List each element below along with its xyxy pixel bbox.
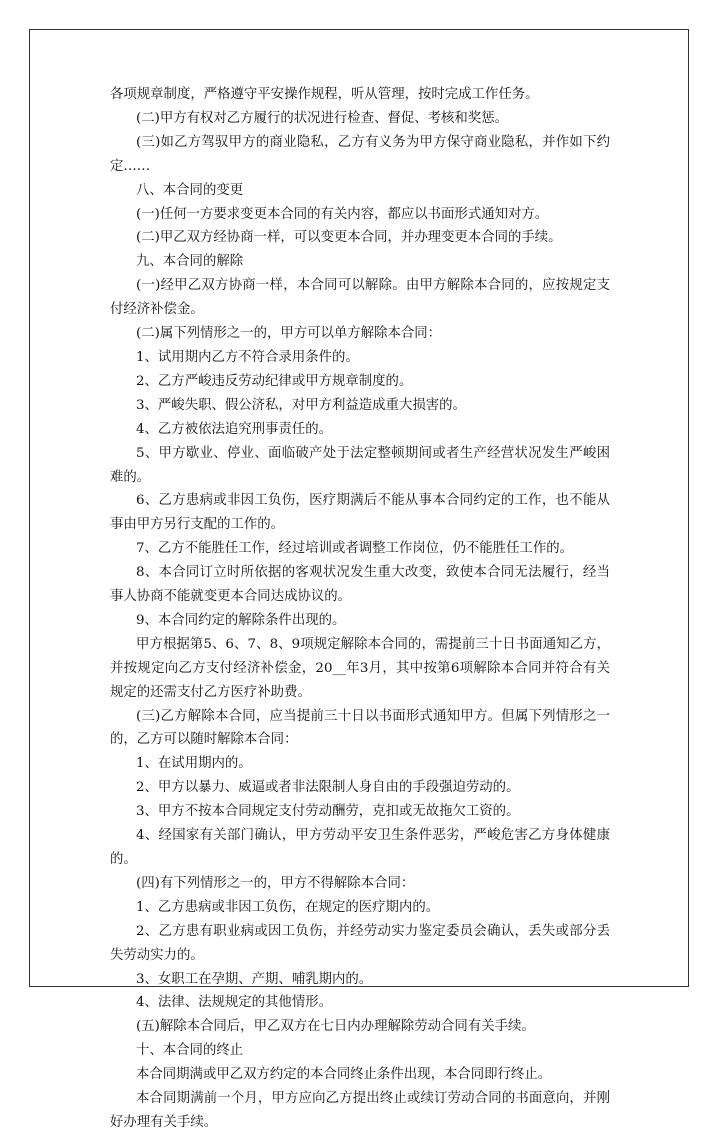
paragraph: 3、严峻失职、假公济私，对甲方利益造成重大损害的。 [136, 397, 466, 413]
paragraph: 各项规章制度，严格遵守平安操作规程，听从管理，按时完成工作任务。 [110, 87, 539, 102]
paragraph: 1、乙方患病或非因工负伤，在规定的医疗期内的。 [136, 899, 440, 915]
paragraph: (一)经甲乙双方协商一样，本合同可以解除。由甲方解除本合同的，应按规定支付经济补偿金。 [110, 278, 610, 318]
paragraph: 8、本合同订立时所依据的客观状况发生重大改变，致使本合同无法履行，经当事人协商不能就变更本合同达成协议的。 [110, 565, 610, 605]
paragraph: 2、乙方患有职业病或因工负伤，并经劳动实力鉴定委员会确认，丢失或部分丢失劳动实力的。 [110, 923, 610, 963]
paragraph: (二)甲乙双方经协商一样，可以变更本合同，并办理变更本合同的手续。 [136, 230, 562, 246]
paragraph: 4、乙方被依法追究刑事责任的。 [136, 421, 332, 437]
paragraph: 本合同期满或甲乙双方约定的本合同终止条件出现，本合同即行终止。 [136, 1067, 552, 1083]
paragraph: 7、乙方不能胜任工作，经过培训或者调整工作岗位，仍不能胜任工作的。 [136, 541, 574, 557]
paragraph: 1、试用期内乙方不符合录用条件的。 [136, 349, 359, 365]
paragraph: 3、女职工在孕期、产期、哺乳期内的。 [136, 971, 373, 987]
paragraph: (四)有下列情形之一的，甲方不得解除本合同： [136, 875, 415, 891]
paragraph: 甲方根据第5、6、7、8、9项规定解除本合同的，需提前三十日书面通知乙方，并按规定向乙方支付经济补偿金，20__年3月，其中按第6项解除本合同并符合有关规定的还需支付乙方医疗补助费。 [110, 636, 610, 700]
paragraph: 2、甲方以暴力、威逼或者非法限制人身自由的手段强迫劳动的。 [136, 780, 520, 796]
paragraph: (三)如乙方驾驭甲方的商业隐私，乙方有义务为甲方保守商业隐私，并作如下约定…… [110, 134, 610, 174]
paragraph: 9、本合同约定的解除条件出现的。 [136, 612, 346, 628]
paragraph: 2、乙方严峻违反劳动纪律或甲方规章制度的。 [136, 373, 413, 389]
paragraph: 4、经国家有关部门确认，甲方劳动平安卫生条件恶劣，严峻危害乙方身体健康的。 [110, 828, 610, 867]
document-body [110, 83, 610, 1135]
paragraph: 5、甲方歇业、停业、面临破产处于法定整顿期间或者生产经营状况发生严峻困难的。 [110, 445, 610, 485]
paragraph: 6、乙方患病或非因工负伤，医疗期满后不能从事本合同约定的工作，也不能从事由甲方另行支配的工作的。 [110, 493, 610, 533]
paragraph: (五)解除本合同后，甲乙双方在七日内办理解除劳动合同有关手续。 [136, 1019, 535, 1035]
paragraph: 3、甲方不按本合同规定支付劳动酬劳，克扣或无故拖欠工资的。 [136, 804, 520, 820]
paragraph: 4、法律、法规规定的其他情形。 [136, 995, 332, 1011]
paragraph: 九、本合同的解除 [136, 254, 244, 270]
paragraph: (二)甲方有权对乙方履行的状况进行检查、督促、考核和奖惩。 [136, 110, 508, 126]
paragraph: (三)乙方解除本合同，应当提前三十日以书面形式通知甲方。但属下列情形之一的，乙方可以随时解除本合同： [110, 708, 610, 748]
paragraph: 1、在试用期内的。 [136, 756, 252, 772]
paragraph: 本合同期满前一个月，甲方应向乙方提出终止或续订劳动合同的书面意向，并刚好办理有关手续。 [110, 1091, 610, 1130]
paragraph: 十、本合同的终止 [136, 1043, 244, 1059]
paragraph: 八、本合同的变更 [136, 182, 244, 198]
paragraph: (二)属下列情形之一的，甲方可以单方解除本合同： [136, 326, 442, 342]
paragraph: (一)任何一方要求变更本合同的有关内容，都应以书面形式通知对方。 [136, 206, 549, 222]
